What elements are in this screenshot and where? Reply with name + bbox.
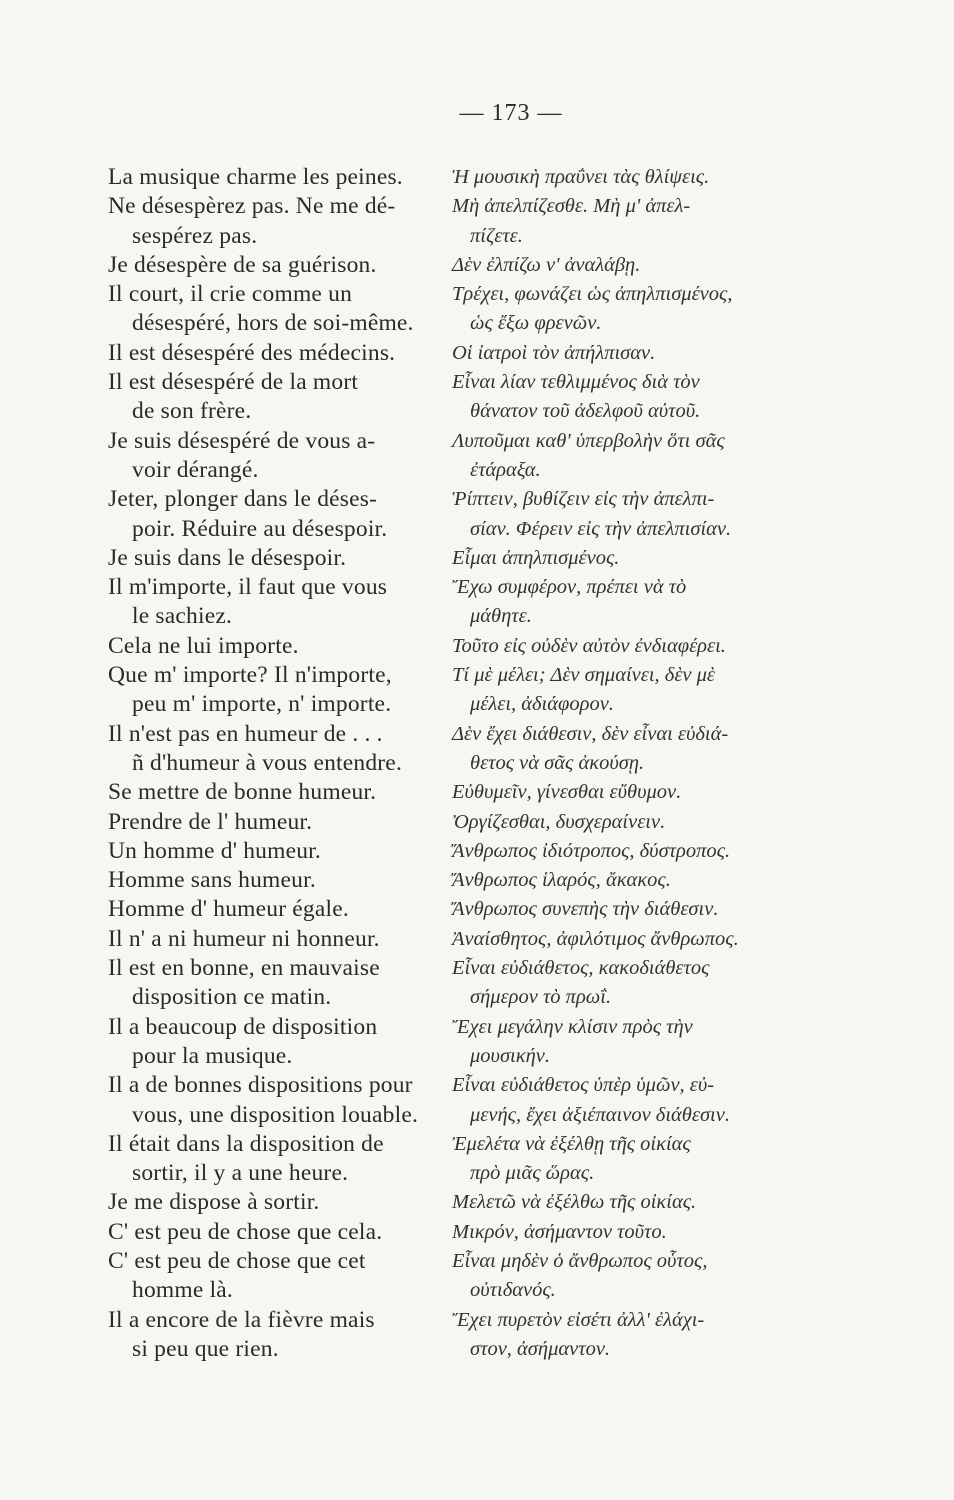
french-line: La musique charme les peines.: [108, 164, 403, 190]
french-phrase: [108, 632, 446, 661]
french-phrase: [108, 339, 446, 368]
greek-translation: [446, 954, 874, 1013]
french-line: si peu que rien.: [132, 1335, 279, 1362]
french-phrase: [108, 1247, 446, 1306]
french-phrase: [108, 895, 446, 924]
phrase-entry: [108, 895, 874, 924]
french-line: Il m'importe, il faut que vous: [108, 574, 388, 601]
french-line: Il n' a ni humeur ni honneur.: [108, 925, 380, 952]
french-phrase: [108, 1218, 446, 1247]
greek-translation: [446, 866, 874, 895]
page-number: — 173 —: [459, 100, 563, 126]
greek-line: Ἄνθρωπος ἰδιότροπος, δύστροπος.: [452, 839, 731, 862]
french-phrase: [108, 954, 446, 1013]
greek-translation: [446, 1130, 874, 1189]
phrase-entry: [108, 720, 874, 779]
french-line: Je suis dans le désespoir.: [108, 544, 347, 571]
greek-line: Εἶναι λίαν τεθλιμμένος διὰ τὸν: [452, 371, 700, 394]
greek-translation: [446, 778, 874, 807]
french-phrase: [108, 837, 446, 866]
greek-line: Εἶμαι ἀπηλπισμένος.: [452, 546, 620, 569]
french-line: Se mettre de bonne humeur.: [108, 779, 377, 806]
greek-translation: [446, 251, 874, 280]
greek-line: μάθητε.: [470, 605, 532, 628]
greek-line: σίαν. Φέρειν εἰς τὴν ἀπελπισίαν.: [470, 517, 732, 540]
greek-translation: [446, 1306, 874, 1365]
greek-translation: [446, 192, 874, 251]
phrase-entry: [108, 544, 874, 573]
greek-line: στον, ἀσήμαντον.: [470, 1337, 611, 1360]
french-phrase: [108, 163, 446, 192]
french-line: peu m' importe, n' importe.: [132, 691, 392, 718]
french-line: le sachiez.: [132, 603, 233, 630]
french-line: Homme d' humeur égale.: [108, 896, 349, 923]
french-phrase: [108, 1188, 446, 1217]
greek-line: Δὲν ἔχει διάθεσιν, δὲν εἶναι εὐδιά-: [452, 722, 729, 745]
greek-line: Τοῦτο εἰς οὐδὲν αὐτὸν ἐνδιαφέρει.: [452, 634, 726, 657]
french-phrase: [108, 720, 446, 779]
greek-translation: [446, 280, 874, 339]
phrase-entry: [108, 661, 874, 720]
phrase-entry: [108, 485, 874, 544]
phrase-entry: [108, 1306, 874, 1365]
french-line: disposition ce matin.: [132, 984, 332, 1011]
greek-line: Ἄνθρωπος συνεπὴς τὴν διάθεσιν.: [452, 898, 719, 921]
french-phrase: [108, 866, 446, 895]
greek-line: ὡς ἔξω φρενῶν.: [470, 312, 602, 335]
french-line: Il est en bonne, en mauvaise: [108, 955, 380, 982]
phrase-entry: [108, 778, 874, 807]
french-phrase: [108, 573, 446, 632]
french-phrase: [108, 808, 446, 837]
phrase-entry: [108, 251, 874, 280]
phrase-entry: [108, 339, 874, 368]
greek-line: Ἐμελέτα νὰ ἐξέλθῃ τῆς οἰκίας: [452, 1132, 691, 1155]
greek-translation: [446, 1071, 874, 1130]
phrase-entry: [108, 925, 874, 954]
french-line: vous, une disposition louable.: [132, 1101, 419, 1128]
phrase-entry: [108, 1130, 874, 1189]
greek-translation: [446, 163, 874, 192]
greek-translation: [446, 427, 874, 486]
french-phrase: [108, 427, 446, 486]
greek-translation: [446, 837, 874, 866]
french-line: Il a encore de la fièvre mais: [108, 1306, 375, 1333]
french-line: Que m' importe? Il n'importe,: [108, 662, 392, 689]
greek-line: Ἔχω συμφέρον, πρέπει νὰ τὸ: [452, 576, 687, 599]
greek-line: Ἄνθρωπος ἱλαρός, ἄκακος.: [452, 869, 671, 892]
french-phrase: [108, 1306, 446, 1365]
greek-translation: [446, 1013, 874, 1072]
french-line: C' est peu de chose que cet: [108, 1247, 366, 1274]
greek-line: πρὸ μιᾶς ὥρας.: [470, 1162, 595, 1185]
french-phrase: [108, 251, 446, 280]
french-line: sespérez pas.: [132, 222, 258, 249]
french-line: sortir, il y a une heure.: [132, 1160, 349, 1187]
french-line: Un homme d' humeur.: [108, 837, 321, 864]
greek-line: Μὴ ἀπελπίζεσθε. Μὴ μ' ἀπελ-: [452, 195, 691, 218]
french-line: C' est peu de chose que cela.: [108, 1218, 383, 1245]
greek-line: Εὐθυμεῖν, γίνεσθαι εὔθυμον.: [452, 781, 682, 804]
french-line: désespéré, hors de soi-même.: [132, 310, 414, 337]
phrase-entry: [108, 954, 874, 1013]
french-phrase: [108, 1071, 446, 1130]
french-line: Cela ne lui importe.: [108, 632, 299, 659]
french-phrase: [108, 778, 446, 807]
greek-translation: [446, 632, 874, 661]
greek-line: μενής, ἔχει ἀξιέπαινον διάθεσιν.: [470, 1103, 730, 1126]
phrase-entry: [108, 1013, 874, 1072]
greek-line: Μελετῶ νὰ ἐξέλθω τῆς οἰκίας.: [452, 1191, 697, 1214]
greek-translation: [446, 808, 874, 837]
greek-line: Δὲν ἐλπίζω ν' ἀναλάβῃ.: [452, 253, 641, 276]
french-line: Il n'est pas en humeur de . . .: [108, 720, 383, 747]
french-line: pour la musique.: [132, 1042, 293, 1069]
french-line: Ne désespèrez pas. Ne me dé-: [108, 193, 396, 220]
french-line: Il court, il crie comme un: [108, 281, 353, 308]
greek-translation: [446, 485, 874, 544]
greek-translation: [446, 1247, 874, 1306]
greek-translation: [446, 925, 874, 954]
greek-line: πίζετε.: [470, 224, 523, 247]
phrase-entry: [108, 837, 874, 866]
french-line: Il était dans la disposition de: [108, 1130, 384, 1157]
phrase-entry: [108, 192, 874, 251]
greek-translation: [446, 339, 874, 368]
greek-line: θάνατον τοῦ ἀδελφοῦ αὐτοῦ.: [470, 400, 701, 423]
phrase-entry: [108, 280, 874, 339]
greek-line: Εἶναι εὐδιάθετος, κακοδιάθετος: [452, 957, 710, 980]
french-phrase: [108, 661, 446, 720]
greek-line: Τρέχει, φωνάζει ὡς ἀπηλπισμένος,: [452, 283, 733, 306]
phrase-entry: [108, 368, 874, 427]
phrase-entry: [108, 1247, 874, 1306]
greek-line: σήμερον τὸ πρωΐ.: [470, 986, 612, 1009]
phrase-entry: [108, 632, 874, 661]
phrase-entry: [108, 1071, 874, 1130]
phrase-entry: [108, 1188, 874, 1217]
phrase-list: [108, 163, 874, 1364]
french-phrase: [108, 544, 446, 573]
french-phrase: [108, 1013, 446, 1072]
phrase-entry: [108, 427, 874, 486]
greek-translation: [446, 895, 874, 924]
greek-line: μουσικήν.: [470, 1044, 550, 1067]
greek-line: θετος νὰ σᾶς ἀκούσῃ.: [470, 751, 645, 774]
french-phrase: [108, 485, 446, 544]
greek-line: οὐτιδανός.: [470, 1279, 556, 1302]
greek-line: Ῥίπτειν, βυθίζειν εἰς τὴν ἀπελπι-: [452, 488, 715, 511]
greek-translation: [446, 661, 874, 720]
phrase-entry: [108, 866, 874, 895]
greek-translation: [446, 544, 874, 573]
greek-line: Λυποῦμαι καθ' ὑπερβολὴν ὅτι σᾶς: [452, 429, 725, 452]
greek-line: Οἱ ἰατροὶ τὸν ἀπήλπισαν.: [452, 341, 656, 364]
french-phrase: [108, 192, 446, 251]
greek-translation: [446, 1218, 874, 1247]
french-line: poir. Réduire au désespoir.: [132, 515, 388, 542]
french-line: voir dérangé.: [132, 456, 259, 483]
french-line: Il a beaucoup de disposition: [108, 1013, 378, 1040]
french-line: ñ d'humeur à vous entendre.: [132, 749, 403, 776]
greek-line: Εἶναι εὐδιάθετος ὑπὲρ ὑμῶν, εὐ-: [452, 1074, 715, 1097]
french-phrase: [108, 368, 446, 427]
french-line: homme là.: [132, 1277, 233, 1304]
greek-translation: [446, 1188, 874, 1217]
french-line: Il est désespéré de la mort: [108, 369, 359, 396]
french-line: Je me dispose à sortir.: [108, 1189, 320, 1216]
french-line: Homme sans humeur.: [108, 867, 316, 894]
french-line: Il est désespéré des médecins.: [108, 339, 396, 366]
greek-line: ἐτάραξα.: [470, 458, 541, 481]
greek-line: Ἡ μουσικὴ πραΰνει τὰς θλίψεις.: [452, 166, 710, 188]
french-line: Il a de bonnes dispositions pour: [108, 1072, 413, 1099]
french-phrase: [108, 925, 446, 954]
greek-line: Ὀργίζεσθαι, δυσχεραίνειν.: [452, 810, 666, 833]
greek-line: Ἔχει πυρετὸν εἰσέτι ἀλλ' ἐλάχι-: [452, 1308, 705, 1331]
french-line: Je désespère de sa guérison.: [108, 251, 377, 278]
french-line: Jeter, plonger dans le déses-: [108, 486, 378, 513]
french-line: Je suis désespéré de vous a-: [108, 427, 376, 454]
phrase-entry: [108, 573, 874, 632]
greek-translation: [446, 368, 874, 427]
greek-line: Ἔχει μεγάλην κλίσιν πρὸς τὴν: [452, 1015, 693, 1038]
french-line: de son frère.: [132, 398, 252, 425]
french-line: Prendre de l' humeur.: [108, 808, 313, 835]
greek-line: Εἶναι μηδὲν ὁ ἄνθρωπος οὗτος,: [452, 1249, 708, 1272]
greek-translation: [446, 573, 874, 632]
phrase-entry: [108, 163, 874, 192]
french-phrase: [108, 280, 446, 339]
greek-line: Ἀναίσθητος, ἀφιλότιμος ἄνθρωπος.: [452, 927, 739, 950]
french-phrase: [108, 1130, 446, 1189]
greek-line: Μικρόν, ἀσήμαντον τοῦτο.: [452, 1220, 667, 1243]
phrase-entry: [108, 808, 874, 837]
greek-line: Τί μὲ μέλει; Δὲν σημαίνει, δὲν μὲ: [452, 664, 715, 687]
phrase-entry: [108, 1218, 874, 1247]
greek-line: μέλει, ἀδιάφορον.: [470, 693, 614, 716]
greek-translation: [446, 720, 874, 779]
